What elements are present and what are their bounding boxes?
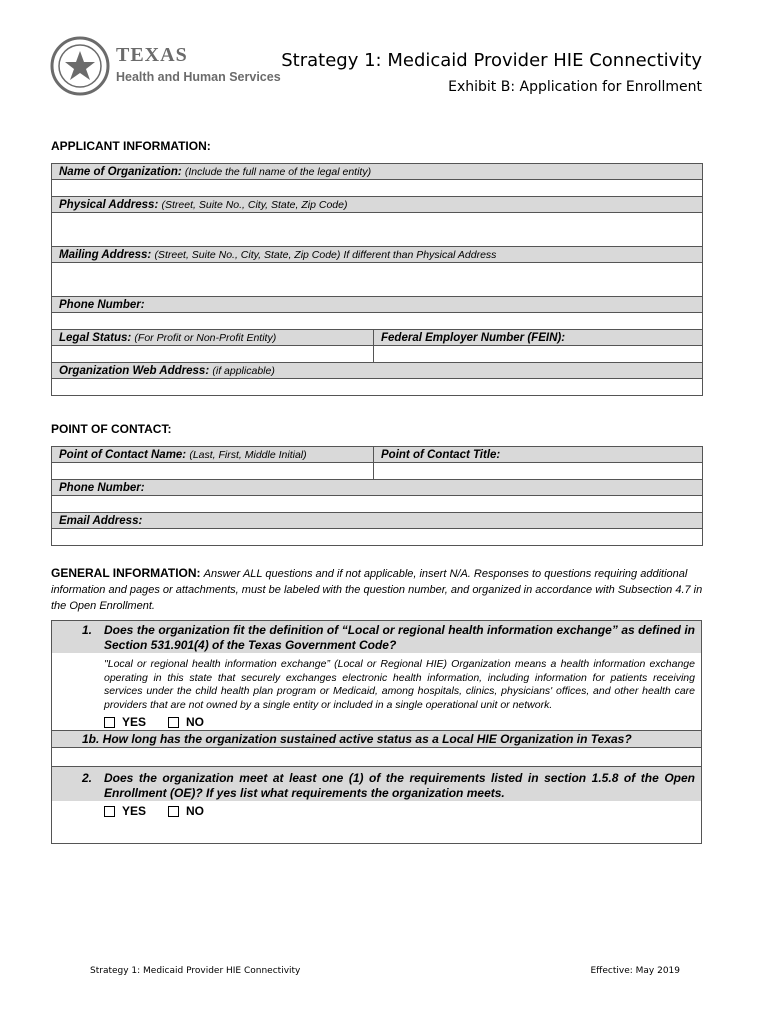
document-subtitle: Exhibit B: Application for Enrollment	[448, 79, 702, 95]
contact-title-label: Point of Contact Title:	[381, 448, 501, 461]
general-heading: GENERAL INFORMATION:	[51, 566, 201, 580]
mailing-address-label: Mailing Address:	[59, 248, 152, 261]
yes-label: YES	[122, 804, 147, 818]
document-title: Strategy 1: Medicaid Provider HIE Connectivity	[281, 50, 702, 71]
contact-phone-field[interactable]	[52, 496, 703, 513]
applicant-table	[51, 163, 703, 396]
question-2-yes[interactable]	[104, 804, 146, 818]
question-1b-cell	[52, 731, 702, 748]
physical-address-hint: (Street, Suite No., City, State, Zip Code)	[161, 198, 348, 211]
question-2-no[interactable]	[168, 804, 204, 818]
questions-table	[51, 620, 702, 844]
fein-field[interactable]	[374, 346, 703, 363]
web-address-label-row	[52, 363, 703, 379]
phone-field[interactable]	[52, 313, 703, 330]
web-address-label: Organization Web Address:	[59, 364, 210, 377]
checkbox-icon[interactable]	[104, 806, 115, 817]
logo-wordmark: TEXAS	[116, 44, 188, 66]
web-address-field[interactable]	[52, 379, 703, 396]
yes-label: YES	[122, 715, 147, 729]
org-name-label-row	[52, 164, 703, 180]
question-1-cell	[52, 621, 702, 731]
mailing-address-field[interactable]	[52, 263, 703, 297]
mailing-address-label-row	[52, 247, 703, 263]
question-2	[52, 767, 701, 801]
physical-address-label-row	[52, 197, 703, 213]
texas-seal-icon	[50, 36, 110, 96]
physical-address-label: Physical Address:	[59, 198, 159, 211]
contact-name-label: Point of Contact Name:	[59, 448, 187, 461]
general-information	[51, 565, 703, 614]
question-1-options	[52, 714, 701, 730]
question-1b-text: 1b. How long has the organization sustained active status as a Local HIE Organization in Texas?	[82, 732, 632, 746]
phone-label: Phone Number:	[59, 298, 145, 311]
question-1-definition: "Local or regional health information exchange” (Local or Regional HIE) Organization means a health information exchange operating in this state that securely exchanges electronic health information, including information for patients receiving services under the child health plan program or Medicaid, among hospitals, clinics, physicians' offices, and other health care providers that are not owned by a single entity or included in a single operational unit or network.	[104, 658, 695, 711]
physical-address-field[interactable]	[52, 213, 703, 247]
contact-name-hint: (Last, First, Middle Initial)	[189, 448, 307, 461]
legal-status-label: Legal Status:	[59, 331, 132, 344]
contact-email-label-row	[52, 513, 703, 529]
legal-status-label-cell	[52, 330, 374, 346]
question-1-text: Does the organization fit the definition of “Local or regional health information exchange” as defined in Section 531.901(4) of the Texas Government Code?	[104, 623, 695, 652]
page-header	[50, 34, 702, 104]
org-name-label: Name of Organization:	[59, 165, 182, 178]
contact-name-label-cell	[52, 447, 374, 463]
checkbox-icon[interactable]	[104, 717, 115, 728]
phone-label-row	[52, 297, 703, 313]
contact-name-field[interactable]	[52, 463, 374, 480]
question-1-yes[interactable]	[104, 715, 146, 729]
question-2-text: Does the organization meet at least one (1) of the requirements listed in section 1.5.8 of the Open Enrollment (OE)? If yes list what requirements the organization meets.	[104, 771, 695, 800]
fein-label: Federal Employer Number (FEIN):	[381, 331, 566, 344]
legal-status-hint: (For Profit or Non-Profit Entity)	[134, 331, 277, 344]
mailing-address-hint: (Street, Suite No., City, State, Zip Code) If different than Physical Address	[154, 248, 497, 261]
question-2-cell	[52, 767, 702, 844]
footer-left: Strategy 1: Medicaid Provider HIE Connectivity	[90, 966, 301, 976]
no-label: NO	[186, 715, 205, 729]
general-text: Answer ALL questions and if not applicable, insert N/A. Responses to questions requiring additional information and pages or attachments, must be labeled with the question number, and organized in accordance with Subsection 4.7 in the Open Enrollment.	[51, 568, 703, 612]
contact-phone-label: Phone Number:	[59, 481, 145, 494]
contact-title-label-cell	[374, 447, 703, 463]
no-label: NO	[186, 804, 205, 818]
fein-label-cell	[374, 330, 703, 346]
web-address-hint: (if applicable)	[212, 364, 275, 377]
org-name-hint: (Include the full name of the legal entity)	[184, 165, 372, 178]
org-name-field[interactable]	[52, 180, 703, 197]
logo-subtitle: Health and Human Services	[116, 70, 281, 84]
checkbox-icon[interactable]	[168, 717, 179, 728]
footer-right: Effective: May 2019	[590, 966, 680, 976]
legal-status-field[interactable]	[52, 346, 374, 363]
question-2-options	[52, 801, 701, 819]
question-1-no[interactable]	[168, 715, 204, 729]
applicant-heading: APPLICANT INFORMATION:	[51, 139, 211, 153]
contact-email-label: Email Address:	[59, 514, 143, 527]
question-1-number: 1.	[82, 623, 93, 637]
contact-table	[51, 446, 703, 546]
question-2-number: 2.	[82, 771, 93, 785]
question-1b-answer-field[interactable]	[52, 748, 702, 767]
contact-title-field[interactable]	[374, 463, 703, 480]
question-1	[52, 621, 701, 653]
checkbox-icon[interactable]	[168, 806, 179, 817]
contact-heading: POINT OF CONTACT:	[51, 422, 172, 436]
contact-phone-label-row	[52, 480, 703, 496]
contact-email-field[interactable]	[52, 529, 703, 546]
